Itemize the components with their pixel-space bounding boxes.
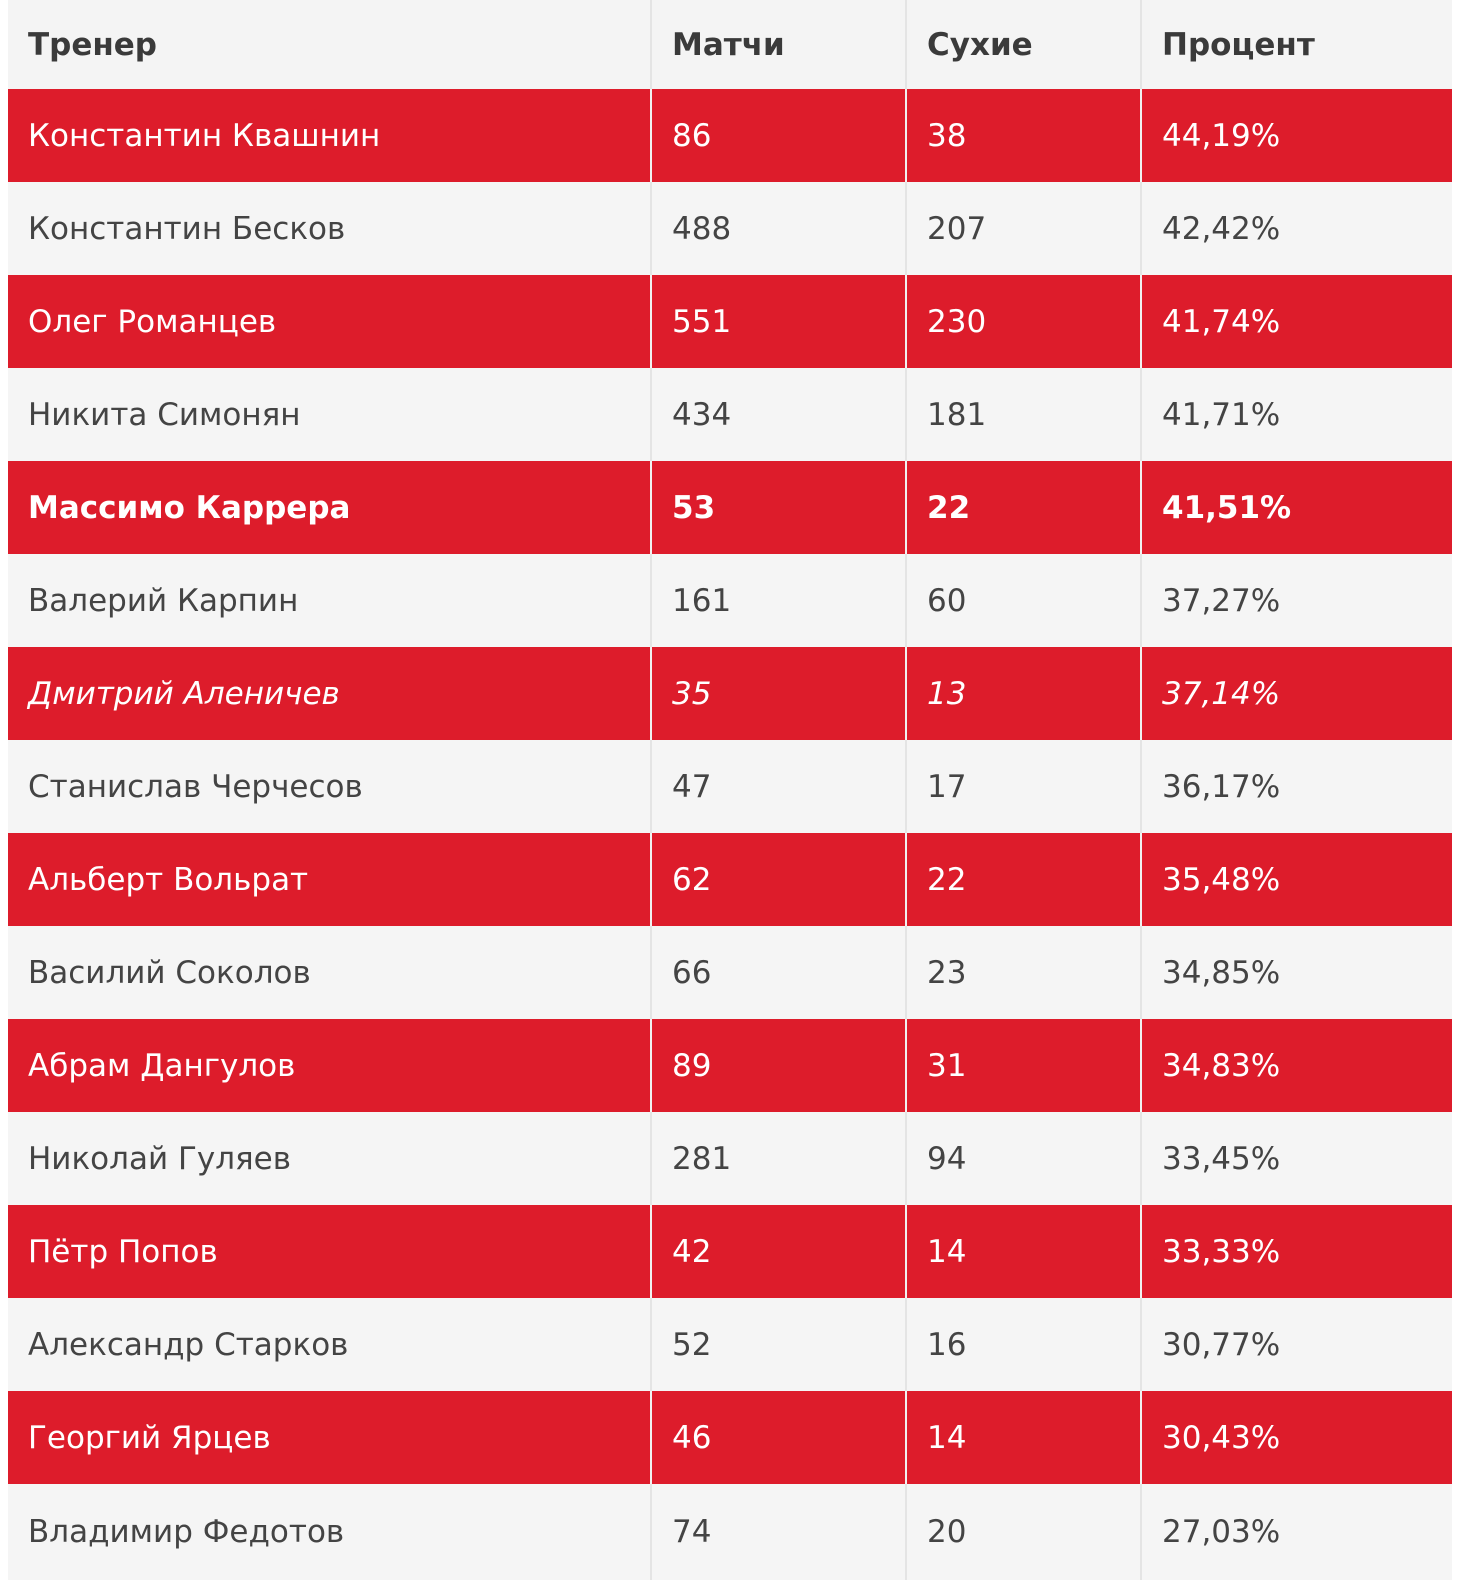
- clean-sheets-cell: 31: [906, 1019, 1141, 1112]
- coaches-clean-sheets-table: [8, 0, 1452, 1580]
- coach-name-cell: Василий Соколов: [8, 926, 651, 1019]
- clean-sheets-cell: 22: [906, 833, 1141, 926]
- table-row: [8, 740, 1452, 833]
- percent-cell: 34,85%: [1162, 954, 1281, 991]
- table-row: [8, 1298, 1452, 1391]
- table-row: [8, 1205, 1452, 1298]
- clean-sheets-cell: 230: [906, 275, 1141, 368]
- coach-name-cell: Олег Романцев: [8, 275, 651, 368]
- matches-cell: 53: [651, 461, 906, 554]
- percent-cell: 41,51%: [1162, 489, 1292, 526]
- clean-sheets-cell: 23: [906, 926, 1141, 1019]
- coach-name-cell: Николай Гуляев: [8, 1112, 651, 1205]
- matches-cell: 42: [651, 1205, 906, 1298]
- table-row: [8, 647, 1452, 740]
- matches-cell: 66: [651, 926, 906, 1019]
- percent-cell: 41,74%: [1162, 303, 1281, 340]
- header-coach[interactable]: Тренер: [8, 0, 651, 89]
- matches-cell: 35: [651, 647, 906, 740]
- percent-cell: 37,27%: [1162, 582, 1281, 619]
- clean-sheets-cell: 16: [906, 1298, 1141, 1391]
- table-row: [8, 554, 1452, 647]
- clean-sheets-cell: 38: [906, 89, 1141, 182]
- percent-cell: 37,14%: [1162, 675, 1281, 712]
- table-row: [8, 368, 1452, 461]
- matches-cell: 47: [651, 740, 906, 833]
- matches-cell: 488: [651, 182, 906, 275]
- table-row: [8, 182, 1452, 275]
- percent-cell: 27,03%: [1162, 1514, 1281, 1550]
- clean-sheets-cell: 13: [906, 647, 1141, 740]
- table-row: [8, 833, 1452, 926]
- matches-cell: 551: [651, 275, 906, 368]
- table-row: [8, 89, 1452, 182]
- coach-name-cell: Владимир Федотов: [8, 1484, 651, 1580]
- percent-cell: 34,83%: [1162, 1047, 1281, 1084]
- clean-sheets-cell: 17: [906, 740, 1141, 833]
- table-row: [8, 461, 1452, 554]
- table-row: [8, 1484, 1452, 1580]
- table-header: [8, 0, 1452, 89]
- header-percent[interactable]: Процент: [1162, 26, 1315, 63]
- percent-cell: 30,43%: [1162, 1419, 1281, 1456]
- coach-name-cell: Валерий Карпин: [8, 554, 651, 647]
- matches-cell: 161: [651, 554, 906, 647]
- percent-cell: 35,48%: [1162, 861, 1281, 898]
- coach-name-cell: Абрам Дангулов: [8, 1019, 651, 1112]
- table-row: [8, 1112, 1452, 1205]
- coach-name-cell: Дмитрий Аленичев: [8, 647, 651, 740]
- coach-name-cell: Пётр Попов: [8, 1205, 651, 1298]
- table-row: [8, 1391, 1452, 1484]
- coach-name-cell: Константин Бесков: [8, 182, 651, 275]
- coach-name-cell: Георгий Ярцев: [8, 1391, 651, 1484]
- coach-name-cell: Станислав Черчесов: [8, 740, 651, 833]
- percent-cell: 41,71%: [1162, 396, 1281, 433]
- matches-cell: 434: [651, 368, 906, 461]
- table-row: [8, 926, 1452, 1019]
- header-clean-sheets[interactable]: Сухие: [906, 0, 1141, 89]
- matches-cell: 86: [651, 89, 906, 182]
- clean-sheets-cell: 207: [906, 182, 1141, 275]
- table-row: [8, 1019, 1452, 1112]
- coach-name-cell: Массимо Каррера: [8, 461, 651, 554]
- coach-name-cell: Никита Симонян: [8, 368, 651, 461]
- coach-name-cell: Альберт Вольрат: [8, 833, 651, 926]
- clean-sheets-cell: 20: [906, 1484, 1141, 1580]
- coaches-table-container: [8, 0, 1452, 1580]
- clean-sheets-cell: 14: [906, 1391, 1141, 1484]
- percent-cell: 44,19%: [1162, 117, 1281, 154]
- table-row: [8, 275, 1452, 368]
- matches-cell: 281: [651, 1112, 906, 1205]
- matches-cell: 62: [651, 833, 906, 926]
- percent-cell: 42,42%: [1162, 210, 1281, 247]
- percent-cell: 33,45%: [1162, 1140, 1281, 1177]
- table-body: [8, 89, 1452, 1580]
- coach-name-cell: Александр Старков: [8, 1298, 651, 1391]
- header-matches[interactable]: Матчи: [651, 0, 906, 89]
- matches-cell: 89: [651, 1019, 906, 1112]
- matches-cell: 46: [651, 1391, 906, 1484]
- percent-cell: 33,33%: [1162, 1233, 1281, 1270]
- clean-sheets-cell: 60: [906, 554, 1141, 647]
- clean-sheets-cell: 22: [906, 461, 1141, 554]
- matches-cell: 74: [651, 1484, 906, 1580]
- clean-sheets-cell: 181: [906, 368, 1141, 461]
- coach-name-cell: Константин Квашнин: [8, 89, 651, 182]
- header-row: [8, 0, 1452, 89]
- percent-cell: 30,77%: [1162, 1326, 1281, 1363]
- matches-cell: 52: [651, 1298, 906, 1391]
- clean-sheets-cell: 94: [906, 1112, 1141, 1205]
- clean-sheets-cell: 14: [906, 1205, 1141, 1298]
- percent-cell: 36,17%: [1162, 768, 1281, 805]
